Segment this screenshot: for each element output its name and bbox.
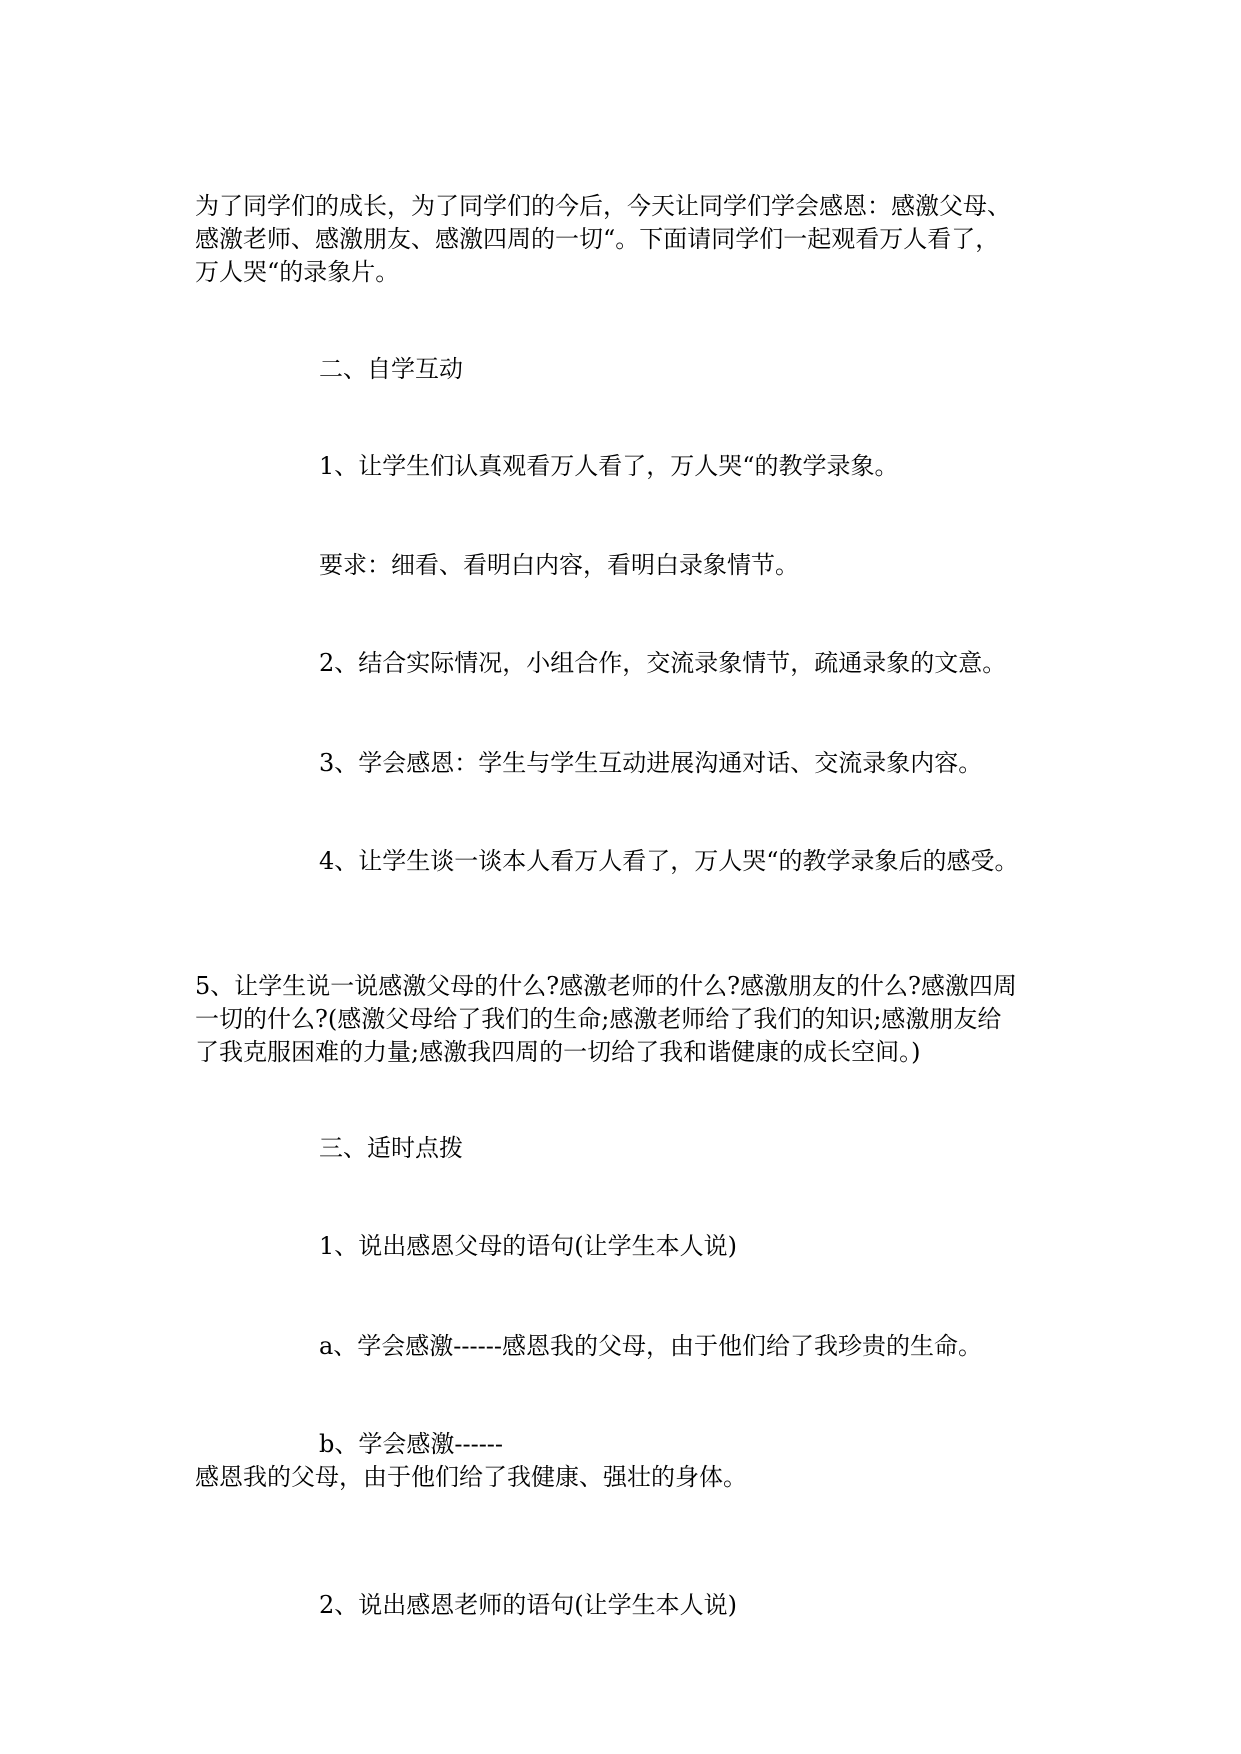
intro-line: 为了同学们的成长，为了同学们的今后，今天让同学们学会感恩：感激父母、: [195, 192, 1011, 220]
sub-item-a: a、学会感激------感恩我的父母，由于他们给了我珍贵的生命。: [319, 1332, 982, 1360]
list-item-4: 4、让学生谈一谈本人看万人看了，万人哭“的教学录象后的感受。: [319, 847, 1019, 875]
sub-item-b-line1: b、学会感激------: [319, 1430, 504, 1458]
item5-line: 5、让学生说一说感激父母的什么?感激老师的什么?感激朋友的什么?感激四周: [195, 972, 1017, 1000]
intro-paragraph: [195, 190, 1055, 289]
intro-line: 感激老师、感激朋友、感激四周的一切“。下面请同学们一起观看万人看了，: [195, 225, 1000, 253]
sub-item-b-line2: 感恩我的父母，由于他们给了我健康、强壮的身体。: [195, 1463, 747, 1491]
list-item-3: 3、学会感恩：学生与学生互动进展沟通对话、交流录象内容。: [319, 749, 983, 777]
intro-line: 万人哭“的录象片。: [195, 258, 400, 286]
list-item-2: 2、结合实际情况，小组合作，交流录象情节，疏通录象的文意。: [319, 649, 1007, 677]
sub-item-2: 2、说出感恩老师的语句(让学生本人说): [319, 1591, 737, 1619]
list-item-5: [195, 970, 1055, 1069]
list-item-1: 1、让学生们认真观看万人看了，万人哭“的教学录象。: [319, 452, 899, 480]
section-heading-guidance: 三、适时点拨: [319, 1134, 463, 1162]
item5-line: 了我克服困难的力量;感激我四周的一切给了我和谐健康的成长空间。): [195, 1038, 921, 1066]
item5-line: 一切的什么?(感激父母给了我们的生命;感激老师给了我们的知识;感激朋友给: [195, 1005, 1002, 1033]
sub-item-1: 1、说出感恩父母的语句(让学生本人说): [319, 1232, 737, 1260]
section-heading-self-study: 二、自学互动: [319, 355, 463, 383]
requirement-text: 要求：细看、看明白内容，看明白录象情节。: [319, 551, 799, 579]
